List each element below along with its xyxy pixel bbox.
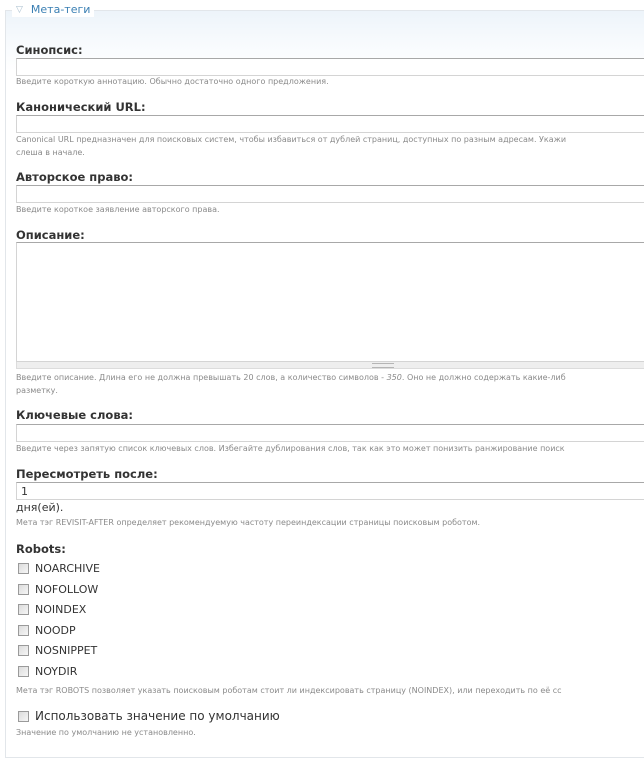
- revisit-after-label: Пересмотреть после:: [16, 467, 158, 481]
- revisit-after-description: Мета тэг REVISIT-AFTER определяет рекомендуемую частоту переиндексации страницы поисковым роботом.: [16, 518, 481, 527]
- robots-option-noindex[interactable]: NOINDEX: [18, 603, 86, 616]
- use-default-description: Значение по умолчанию не установленно.: [16, 728, 196, 737]
- revisit-after-input[interactable]: [16, 482, 644, 500]
- synopsis-input[interactable]: [16, 58, 644, 76]
- synopsis-description: Введите короткую аннотацию. Обычно достаточно одного предложения.: [16, 77, 329, 86]
- copyright-description: Введите короткое заявление авторского права.: [16, 205, 220, 214]
- keywords-input[interactable]: [16, 424, 644, 442]
- canonical-url-label: Канонический URL:: [16, 100, 146, 114]
- fieldset-legend-label: Мета-теги: [30, 3, 91, 16]
- robots-option-nofollow[interactable]: NOFOLLOW: [18, 583, 98, 596]
- keywords-description: Введите через запятую список ключевых слов. Избегайте дублирования слов, так как это может понизить ранжирование поиск: [16, 444, 565, 453]
- robots-option-noydir[interactable]: NOYDIR: [18, 665, 77, 678]
- robots-option-noarchive[interactable]: NOARCHIVE: [18, 562, 100, 575]
- textarea-resize-grip[interactable]: [16, 362, 644, 369]
- checkbox[interactable]: [18, 604, 29, 615]
- revisit-after-unit: дня(ей).: [16, 501, 64, 514]
- robots-label: Robots:: [16, 542, 66, 556]
- synopsis-label: Синопсис:: [16, 43, 83, 57]
- copyright-input[interactable]: [16, 185, 644, 203]
- robots-description: Мета тэг ROBOTS позволяет указать поисковым роботам стоит ли индексировать страницу (NOINDEX), или переходить по её сс: [16, 686, 562, 695]
- checkbox[interactable]: [18, 666, 29, 677]
- checkbox[interactable]: [18, 563, 29, 574]
- canonical-url-input[interactable]: [16, 115, 644, 133]
- grip-handle-icon: [372, 363, 394, 368]
- use-default-option[interactable]: Использовать значение по умолчанию: [18, 709, 280, 723]
- robots-option-nosnippet[interactable]: NOSNIPPET: [18, 644, 97, 657]
- fieldset-legend-toggle[interactable]: [12, 3, 94, 17]
- checkbox[interactable]: [18, 625, 29, 636]
- keywords-label: Ключевые слова:: [16, 408, 133, 422]
- robots-option-noodp[interactable]: NOODP: [18, 624, 76, 637]
- description-help-line2: разметку.: [16, 386, 58, 395]
- description-label: Описание:: [16, 228, 85, 242]
- checkbox[interactable]: [18, 645, 29, 656]
- copyright-label: Авторское право:: [16, 170, 134, 184]
- checkbox[interactable]: [18, 584, 29, 595]
- canonical-url-description-line1: Canonical URL предназначен для поисковых систем, чтобы избавиться от дублей страниц, доступных по разным адресам. Укажи: [16, 135, 567, 144]
- description-textarea[interactable]: [16, 242, 644, 362]
- triangle-down-icon: ▽: [16, 5, 23, 15]
- canonical-url-description-line2: слеша в начале.: [16, 148, 85, 157]
- checkbox[interactable]: [18, 711, 29, 722]
- description-help-line1: Введите описание. Длина его не должна превышать 20 слов, а количество символов - 350. Оно не должно содержать какие-либ: [16, 373, 566, 382]
